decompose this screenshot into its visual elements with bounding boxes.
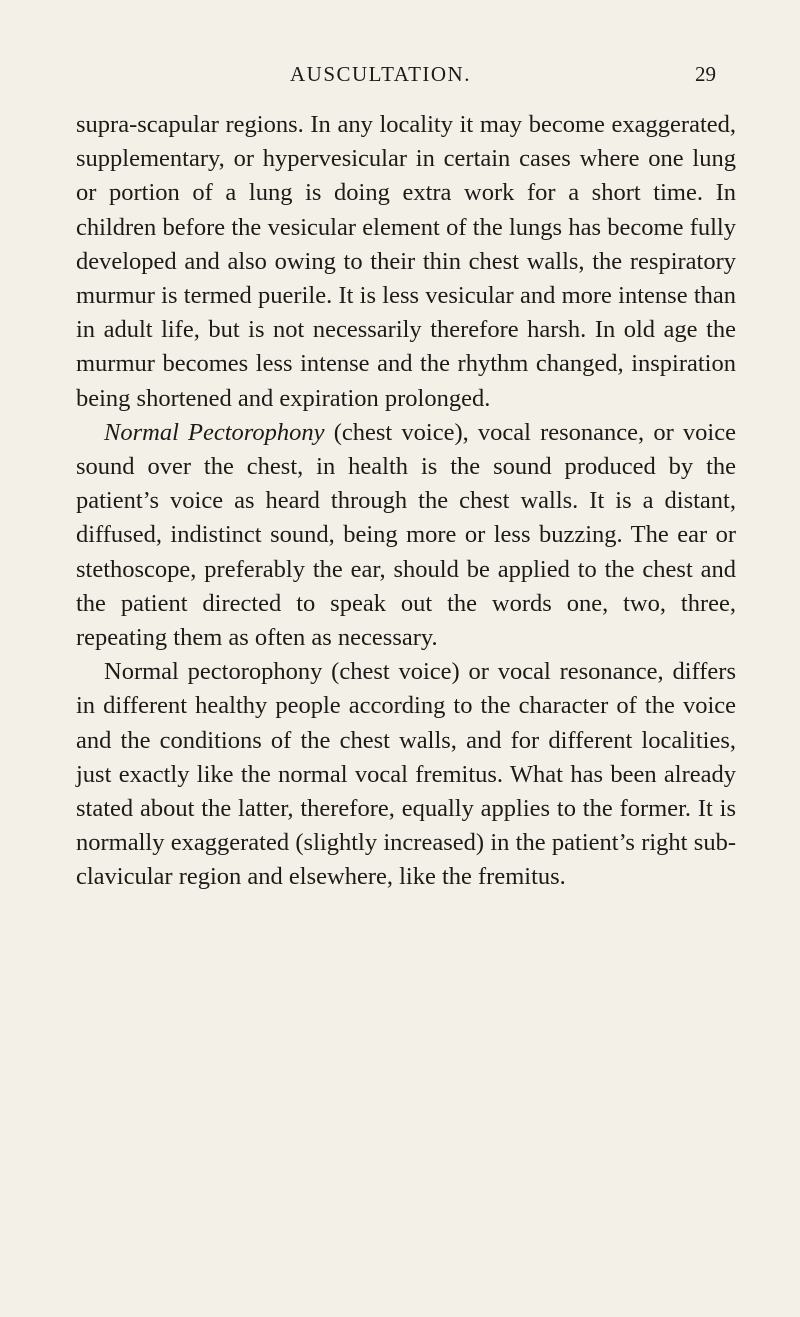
- paragraph-1: [76, 108, 736, 416]
- paragraph-1-text: supra-scapular regions. In any locality it may become exaggerated, supplementary, or hypervesicular in certain cases where one lung or portion of a lung is doing extra work for a short time. In children before the vesicular element of the lungs has become fully developed and also owing to their thin chest walls, the respiratory murmur is termed puerile. It is less vesicular and more intense than in adult life, but is not necessarily therefore harsh. In old age the murmur becomes less intense and the rhythm changed, inspiration being shortened and expiration prolonged.: [76, 111, 736, 412]
- paragraph-2-text: (chest voice), vocal resonance, or voice sound over the chest, in health is the sound produced by the patient’s voice as heard through the chest walls. It is a distant, diffused, indistinct sound, being more or less buzzing. The ear or stethoscope, preferably the ear, should be applied to the chest and the patient directed to speak out the words one, two, three, repeating them as often as necessary.: [76, 418, 736, 652]
- paragraph-2: [76, 416, 736, 655]
- running-head: AUSCULTATION.: [290, 62, 471, 86]
- paragraph-3-text: Normal pectorophony (chest voice) or vocal resonance, differs in different healthy people according to the character of the voice and the conditions of the chest walls, and for different localities, just exactly like the normal vocal fremitus. What has been already stated about the latter, therefore, equally applies to the former. It is normally exaggerated (slightly increased) in the patient’s right sub-clavicular region and elsewhere, like the fremitus.: [76, 658, 736, 891]
- paragraph-2-lead-term: Normal Pectorophony: [104, 418, 325, 446]
- page-header: [0, 62, 800, 92]
- body-text: [76, 108, 736, 895]
- page-number: 29: [695, 62, 716, 86]
- paragraph-3: [76, 655, 736, 894]
